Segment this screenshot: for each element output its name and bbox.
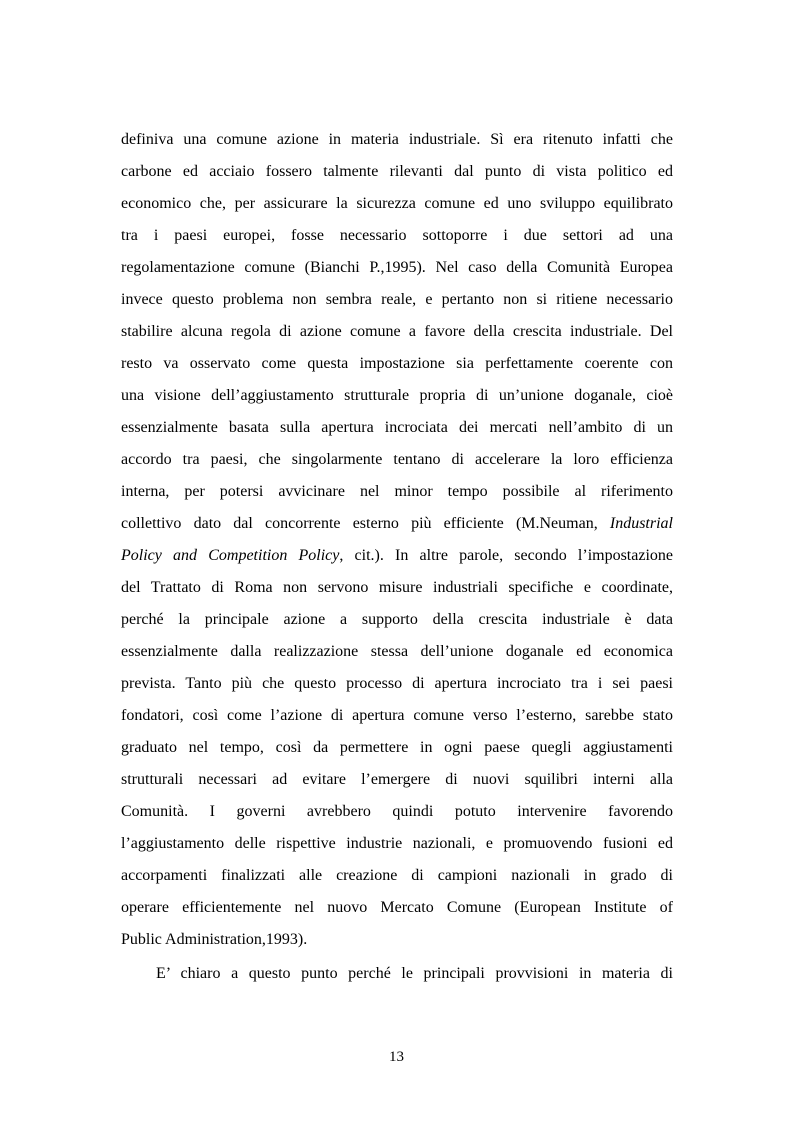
text-line: graduato nel tempo, così da permettere in ogni paese quegli aggiustamenti <box>121 739 673 756</box>
text-line: una visione dell’aggiustamento strutturale propria di un’unione doganale, cioè <box>121 387 673 404</box>
paragraph-end-line: Public Administration,1993). <box>121 931 308 948</box>
text-segment: , cit.). In altre parole, secondo l’impostazione <box>339 547 673 564</box>
italic-citation: Policy and Competition Policy <box>121 547 340 564</box>
text-line: carbone ed acciaio fossero talmente rilevanti dal punto di vista politico ed <box>121 163 673 180</box>
text-segment: collettivo dato dal concorrente esterno più efficiente (M.Neuman, <box>121 515 610 532</box>
text-line: perché la principale azione a supporto della crescita industriale è data <box>121 611 673 628</box>
text-line: accordo tra paesi, che singolarmente tentano di accelerare la loro efficienza <box>121 451 673 468</box>
body-text <box>121 124 673 990</box>
text-line: resto va osservato come questa impostazione sia perfettamente coerente con <box>121 355 673 372</box>
text-line: Comunità. I governi avrebbero quindi potuto intervenire favorendo <box>121 803 673 820</box>
text-line: essenzialmente basata sulla apertura incrociata dei mercati nell’ambito di un <box>121 419 673 436</box>
page-number: 13 <box>389 1049 404 1065</box>
italic-citation: Industrial <box>609 515 673 532</box>
text-line: regolamentazione comune (Bianchi P.,1995). Nel caso della Comunità Europea <box>121 259 673 276</box>
text-line: economico che, per assicurare la sicurezza comune ed uno sviluppo equilibrato <box>121 195 673 212</box>
text-line: definiva una comune azione in materia industriale. Sì era ritenuto infatti che <box>121 131 673 148</box>
text-line: essenzialmente dalla realizzazione stessa dell’unione doganale ed economica <box>121 643 673 660</box>
text-line: tra i paesi europei, fosse necessario sottoporre i due settori ad una <box>121 227 673 244</box>
text-line <box>121 540 673 572</box>
text-line: invece questo problema non sembra reale, e pertanto non si ritiene necessario <box>121 291 673 308</box>
text-line: del Trattato di Roma non servono misure industriali specifiche e coordinate, <box>121 579 673 596</box>
text-line: l’aggiustamento delle rispettive industrie nazionali, e promuovendo fusioni ed <box>121 835 673 852</box>
text-line: operare efficientemente nel nuovo Mercato Comune (European Institute of <box>121 899 673 916</box>
text-line: fondatori, così come l’azione di apertura comune verso l’esterno, sarebbe stato <box>121 707 673 724</box>
text-line: strutturali necessari ad evitare l’emergere di nuovi squilibri interni alla <box>121 771 673 788</box>
text-line: accorpamenti finalizzati alle creazione di campioni nazionali in grado di <box>121 867 673 884</box>
text-line: prevista. Tanto più che questo processo di apertura incrociato tra i sei paesi <box>121 675 673 692</box>
text-line <box>121 508 673 540</box>
next-paragraph-line: E’ chiaro a questo punto perché le principali provvisioni in materia di <box>156 965 673 982</box>
text-line: stabilire alcuna regola di azione comune a favore della crescita industriale. Del <box>121 323 673 340</box>
text-line: interna, per potersi avvicinare nel minor tempo possibile al riferimento <box>121 483 673 500</box>
